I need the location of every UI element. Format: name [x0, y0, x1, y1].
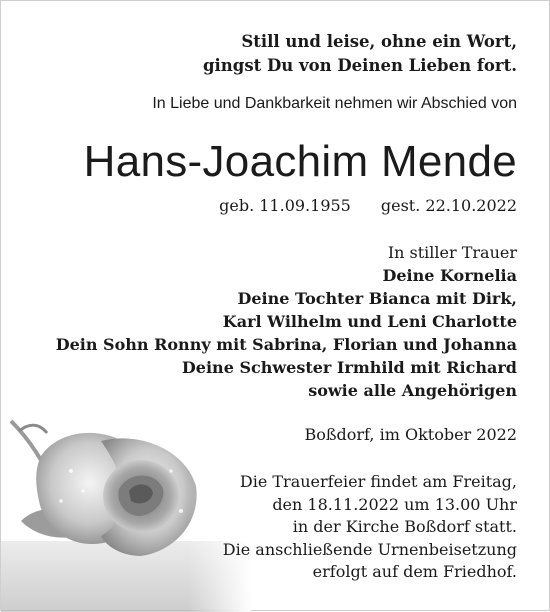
funeral-line: Die anschließende Urnenbeisetzung	[222, 539, 517, 559]
funeral-info	[223, 471, 517, 584]
place-date: Boßdorf, im Oktober 2022	[304, 425, 517, 444]
verse-line: Still und leise, ohne ein Wort,	[241, 32, 517, 51]
mourner-line: Karl Wilhelm und Leni Charlotte	[222, 312, 517, 331]
farewell-intro: In Liebe und Dankbarkeit nehmen wir Abschied von	[152, 95, 517, 112]
mourner-line: Dein Sohn Ronny mit Sabrina, Florian und Johanna	[55, 335, 517, 354]
birth-date: geb. 11.09.1955	[219, 196, 351, 215]
funeral-line: Die Trauerfeier findet am Freitag,	[239, 472, 517, 491]
death-date: gest. 22.10.2022	[380, 196, 517, 215]
mourners-list	[56, 241, 517, 402]
deceased-name: Hans-Joachim Mende	[83, 137, 517, 186]
mourner-line: Deine Kornelia	[382, 266, 517, 285]
rose-image	[1, 371, 251, 612]
life-dates	[219, 195, 517, 217]
verse-line: gingst Du von Deinen Lieben fort.	[203, 56, 517, 75]
mourner-line: Deine Tochter Bianca mit Dirk,	[237, 289, 517, 308]
mourner-line: sowie alle Angehörigen	[308, 381, 517, 400]
mourner-line: Deine Schwester Irmhild mit Richard	[181, 358, 517, 377]
funeral-line: erfolgt auf dem Friedhof.	[312, 562, 517, 581]
memorial-verse	[203, 30, 517, 78]
funeral-line: in der Kirche Boßdorf statt.	[292, 517, 517, 536]
funeral-line: den 18.11.2022 um 13.00 Uhr	[272, 494, 517, 514]
mourners-heading: In stiller Trauer	[387, 243, 517, 262]
